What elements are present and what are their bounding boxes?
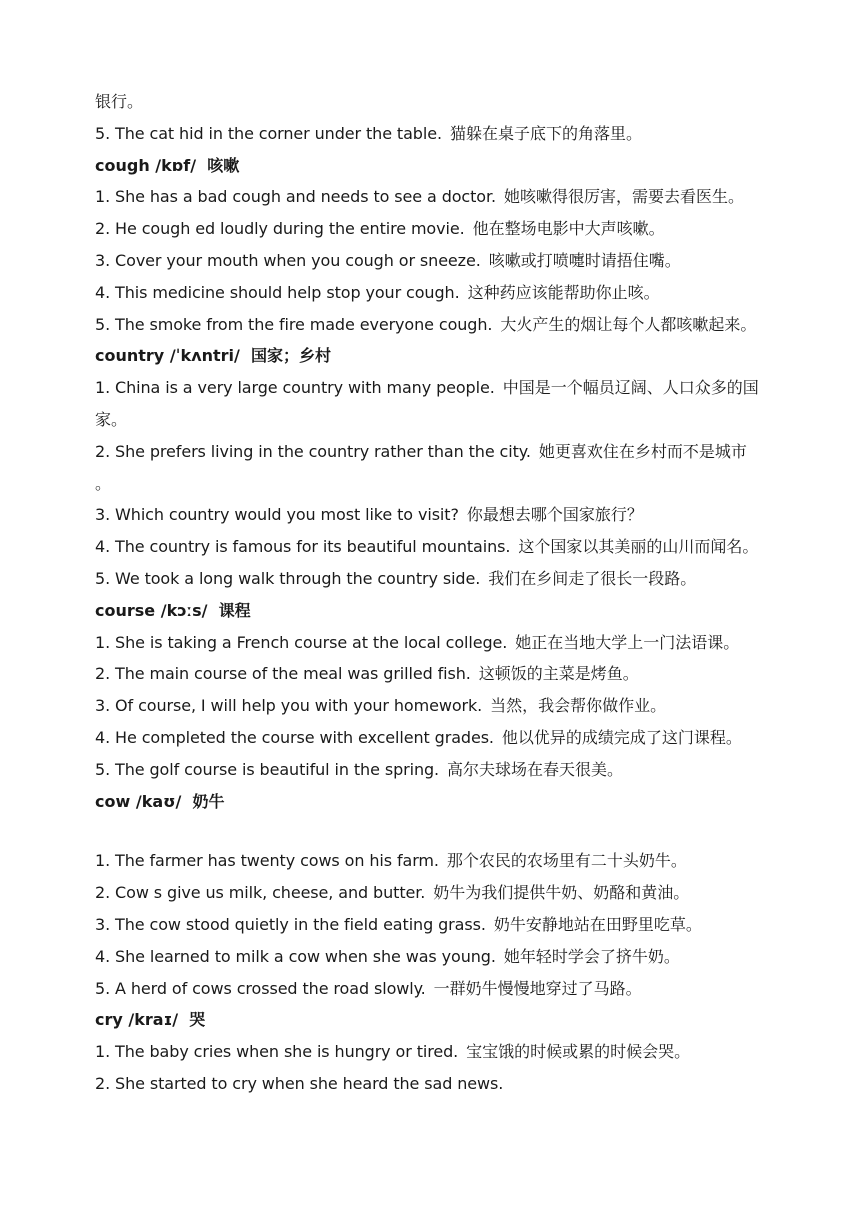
example-sentence <box>95 877 785 909</box>
example-sentence <box>95 722 785 754</box>
english-sentence: 5. The smoke from the fire made everyone cough. <box>95 314 493 334</box>
chinese-translation: 她年轻时学会了挤牛奶。 <box>503 946 680 966</box>
english-sentence: 2. She prefers living in the country rather than the city. <box>95 441 531 461</box>
chinese-translation: 咳嗽或打喷嚏时请捂住嘴。 <box>488 250 681 270</box>
phonetic: /kɒf/ <box>155 155 197 175</box>
text-line: 。 <box>95 473 112 493</box>
english-sentence: 1. She has a bad cough and needs to see a doctor. <box>95 187 496 207</box>
vocab-headword <box>95 595 785 627</box>
example-sentence <box>95 213 785 245</box>
vocab-headword <box>95 150 785 182</box>
example-sentence <box>95 941 785 973</box>
chinese-translation: 高尔夫球场在春天很美。 <box>447 759 624 779</box>
example-sentence <box>95 309 785 341</box>
meaning: 国家；乡村 <box>251 346 332 366</box>
english-sentence: 2. He cough ed loudly during the entire movie. <box>95 219 465 239</box>
english-sentence: 2. Cow s give us milk, cheese, and butter. <box>95 883 426 903</box>
example-sentence <box>95 499 785 531</box>
english-sentence: 1. The farmer has twenty cows on his farm. <box>95 851 439 871</box>
phonetic: /ˈkʌntri/ <box>169 346 240 366</box>
english-sentence: 3. Which country would you most like to visit? <box>95 505 459 525</box>
example-sentence <box>95 1036 785 1068</box>
vocab-headword <box>95 786 785 818</box>
chinese-translation: 这种药应该能帮助你止咳。 <box>467 282 660 302</box>
chinese-translation: 他以优异的成绩完成了这门课程。 <box>501 727 742 747</box>
chinese-translation: 她正在当地大学上一门法语课。 <box>515 632 740 652</box>
chinese-translation: 当然，我会帮你做作业。 <box>490 696 667 716</box>
english-sentence: 2. The main course of the meal was grilled fish. <box>95 664 471 684</box>
example-sentence <box>95 658 785 690</box>
example-sentence <box>95 627 785 659</box>
example-sentence <box>95 372 785 404</box>
blank-line <box>95 817 785 845</box>
chinese-translation: 猫躲在桌子底下的角落里。 <box>449 123 642 143</box>
phonetic: /kɔːs/ <box>160 600 208 620</box>
english-sentence: 5. A herd of cows crossed the road slowly. <box>95 978 426 998</box>
chinese-translation: 奶牛安静地站在田野里吃草。 <box>493 914 702 934</box>
chinese-translation: 她更喜欢住在乡村而不是城市 <box>538 441 747 461</box>
headword: cry <box>95 1010 123 1030</box>
text-line: 家。 <box>95 409 128 429</box>
example-sentence <box>95 563 785 595</box>
headword: country <box>95 346 165 366</box>
english-sentence: 2. She started to cry when she heard the sad news. <box>95 1073 504 1093</box>
chinese-translation: 他在整场电影中大声咳嗽。 <box>472 219 665 239</box>
example-sentence <box>95 973 785 1005</box>
example-sentence <box>95 436 785 468</box>
example-sentence <box>95 277 785 309</box>
chinese-translation: 你最想去哪个国家旅行？ <box>466 505 643 525</box>
example-sentence <box>95 118 785 150</box>
meaning: 哭 <box>189 1010 206 1030</box>
phonetic: /kaʊ/ <box>135 791 182 811</box>
english-sentence: 3. The cow stood quietly in the field eating grass. <box>95 914 486 934</box>
english-sentence: 4. She learned to milk a cow when she was young. <box>95 946 496 966</box>
chinese-translation: 中国是一个幅员辽阔、人口众多的国 <box>502 378 759 398</box>
english-sentence: 5. The cat hid in the corner under the table. <box>95 123 442 143</box>
headword: cough <box>95 155 150 175</box>
chinese-translation: 奶牛为我们提供牛奶、奶酪和黄油。 <box>433 883 690 903</box>
headword: cow <box>95 791 131 811</box>
text-line: 银行。 <box>95 92 144 111</box>
example-sentence <box>95 531 785 563</box>
chinese-translation: 一群奶牛慢慢地穿过了马路。 <box>433 978 642 998</box>
english-sentence: 1. The baby cries when she is hungry or tired. <box>95 1042 459 1062</box>
english-sentence: 5. We took a long walk through the country side. <box>95 568 481 588</box>
vocab-headword <box>95 340 785 372</box>
english-sentence: 3. Cover your mouth when you cough or sneeze. <box>95 250 481 270</box>
chinese-translation: 这个国家以其美丽的山川而闻名。 <box>518 537 759 557</box>
meaning: 咳嗽 <box>207 155 240 175</box>
example-sentence <box>95 1068 785 1100</box>
example-sentence <box>95 845 785 877</box>
chinese-translation: 大火产生的烟让每个人都咳嗽起来。 <box>500 314 757 334</box>
english-sentence: 1. China is a very large country with many people. <box>95 378 495 398</box>
headword: course <box>95 600 156 620</box>
example-sentence <box>95 909 785 941</box>
meaning: 课程 <box>218 600 251 620</box>
chinese-translation: 这顿饭的主菜是烤鱼。 <box>478 664 639 684</box>
chinese-translation: 我们在乡间走了很长一段路。 <box>488 568 697 588</box>
english-sentence: 1. She is taking a French course at the local college. <box>95 632 508 652</box>
phonetic: /kraɪ/ <box>128 1010 179 1030</box>
chinese-translation: 宝宝饿的时候或累的时候会哭。 <box>466 1042 691 1062</box>
document-page <box>95 86 785 1100</box>
example-sentence <box>95 245 785 277</box>
english-sentence: 4. The country is famous for its beautiful mountains. <box>95 537 511 557</box>
chinese-translation: 她咳嗽得很厉害，需要去看医生。 <box>504 187 745 207</box>
vocab-headword <box>95 1004 785 1036</box>
example-sentence <box>95 181 785 213</box>
english-sentence: 3. Of course, I will help you with your homework. <box>95 696 483 716</box>
english-sentence: 4. This medicine should help stop your cough. <box>95 282 460 302</box>
english-sentence: 4. He completed the course with excellent grades. <box>95 727 494 747</box>
meaning: 奶牛 <box>192 791 225 811</box>
english-sentence: 5. The golf course is beautiful in the spring. <box>95 759 440 779</box>
example-sentence <box>95 690 785 722</box>
example-sentence <box>95 754 785 786</box>
chinese-translation: 那个农民的农场里有二十头奶牛。 <box>446 851 687 871</box>
